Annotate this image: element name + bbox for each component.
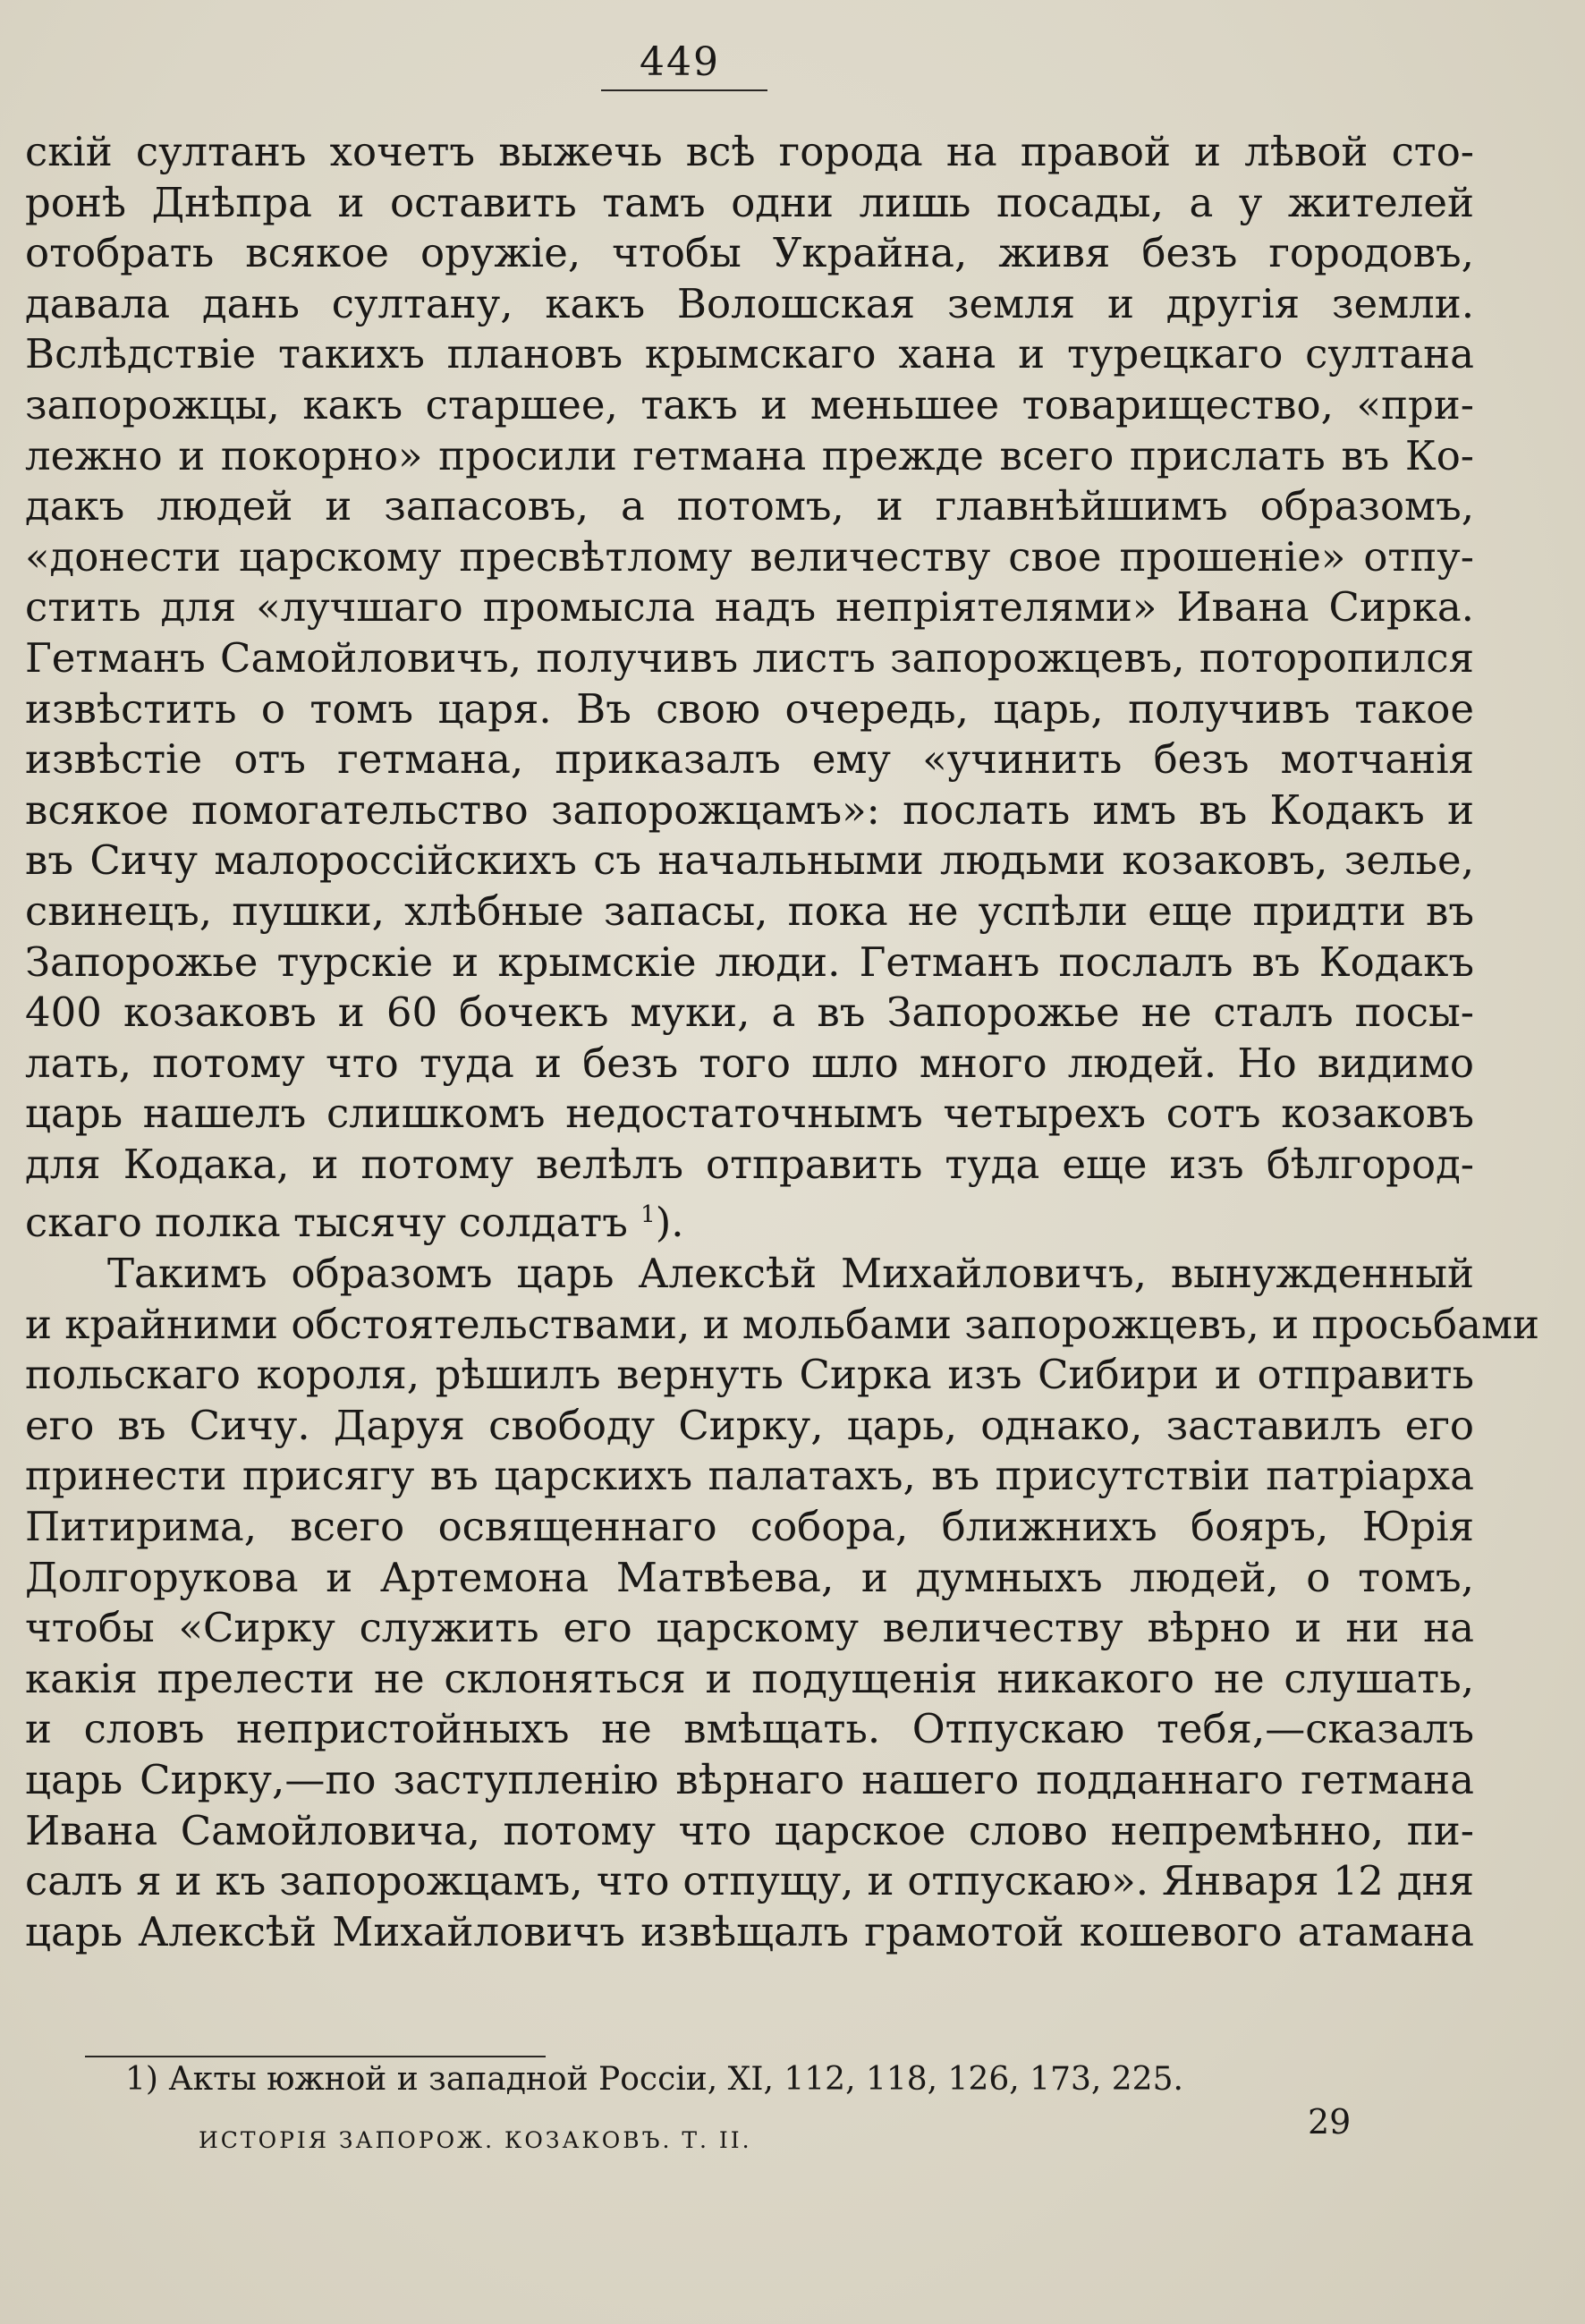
- text-line: для Кодака, и потому велѣлъ отправить туда еще изъ бѣлгород-: [25, 1140, 1474, 1188]
- paragraph-1-last-line: [25, 1190, 1474, 1249]
- footnote-marker: 1): [125, 2061, 158, 2098]
- footnote: [125, 2057, 1183, 2102]
- paragraph-1-end: ).: [655, 1199, 684, 1247]
- text-line: извѣстіе отъ гетмана, приказалъ ему «учинить безъ мотчанія: [25, 735, 1474, 784]
- printer-signature: ИСТОРІЯ ЗАПОРОЖ. КОЗАКОВЪ. Т. II.: [199, 2127, 752, 2153]
- footnote-reference: 1: [640, 1201, 656, 1229]
- header-rule: [601, 89, 767, 91]
- text-line: чтобы «Сирку служить его царскому величеству вѣрно и ни на: [25, 1604, 1474, 1652]
- paragraph-2: [25, 1249, 1539, 1957]
- text-line: отобрать всякое оружіе, чтобы Украйна, живя безъ городовъ,: [25, 229, 1474, 277]
- text-line: царь нашелъ слишкомъ недостаточнымъ четырехъ сотъ козаковъ: [25, 1090, 1474, 1138]
- text-line: 400 козаковъ и 60 бочекъ муки, а въ Запорожье не сталъ посы-: [25, 988, 1474, 1037]
- text-line: Вслѣдствіе такихъ плановъ крымскаго хана и турецкаго султана: [25, 330, 1474, 378]
- text-line: и крайними обстоятельствами, и мольбами запорожцевъ, и просьбами: [25, 1300, 1539, 1348]
- text-line: Запорожье турскіе и крымскіе люди. Гетманъ послалъ въ Кодакъ: [25, 937, 1474, 986]
- text-line: всякое помогательство запорожцамъ»: послать имъ въ Кодакъ и: [25, 785, 1474, 834]
- text-line: давала дань султану, какъ Волошская земля и другія земли.: [25, 279, 1474, 327]
- text-line: дакъ людей и запасовъ, а потомъ, и главнѣйшимъ образомъ,: [25, 482, 1474, 530]
- text-line: Долгорукова и Артемона Матвѣева, и думныхъ людей, о томъ,: [25, 1553, 1474, 1601]
- text-line: польскаго короля, рѣшилъ вернуть Сирка изъ Сибири и отправить: [25, 1351, 1474, 1399]
- text-line: свинецъ, пушки, хлѣбные запасы, пока не успѣли еще придти въ: [25, 886, 1474, 935]
- text-line: въ Сичу малороссійскихъ съ начальными людьми козаковъ, зелье,: [25, 836, 1474, 885]
- text-line: Гетманъ Самойловичъ, получивъ листъ запорожцевъ, поторопился: [25, 633, 1474, 682]
- text-line: и словъ непристойныхъ не вмѣщать. Отпускаю тебя,—сказалъ: [25, 1705, 1474, 1753]
- text-line: запорожцы, какъ старшее, такъ и меньшее товарищество, «при-: [25, 380, 1474, 428]
- body-text: [25, 127, 1539, 1957]
- text-line: «донести царскому пресвѣтлому величеству свое прошеніе» отпу-: [25, 532, 1474, 581]
- text-line: стить для «лучшаго промысла надъ непріятелями» Ивана Сирка.: [25, 583, 1474, 632]
- text-line: его въ Сичу. Даруя свободу Сирку, царь, однако, заставилъ его: [25, 1401, 1474, 1449]
- text-line: принести присягу въ царскихъ палатахъ, въ присутствіи патріарха: [25, 1452, 1474, 1500]
- text-line: лежно и покорно» просили гетмана прежде всего прислать въ Ко-: [25, 431, 1474, 479]
- text-line: лать, потому что туда и безъ того шло много людей. Но видимо: [25, 1039, 1474, 1087]
- page-number: 449: [640, 39, 720, 85]
- paragraph-1-last-text: скаго полка тысячу солдатъ: [25, 1199, 628, 1247]
- text-line: скій султанъ хочетъ выжечь всѣ города на правой и лѣвой сто-: [25, 128, 1474, 175]
- text-line: ронѣ Днѣпра и оставить тамъ одни лишь посады, а у жителей: [25, 178, 1474, 226]
- text-line: салъ я и къ запорожцамъ, что отпущу, и отпускаю». Января 12 дня: [25, 1857, 1474, 1905]
- text-line: извѣстить о томъ царя. Въ свою очередь, царь, получивъ такое: [25, 684, 1474, 733]
- footnote-text: Акты южной и западной Россіи, XI, 112, 118, 126, 173, 225.: [168, 2061, 1183, 2098]
- text-line: царь Сирку,—по заступленію вѣрнаго нашего подданнаго гетмана: [25, 1756, 1474, 1803]
- text-line: Питирима, всего освященнаго собора, ближнихъ бояръ, Юрія: [25, 1503, 1474, 1551]
- paragraph-1: [25, 127, 1474, 1190]
- text-line: Ивана Самойловича, потому что царское слово непремѣнно, пи-: [25, 1806, 1474, 1854]
- text-line: Такимъ образомъ царь Алексѣй Михайловичъ, вынужденный: [107, 1250, 1474, 1298]
- sheet-number: 29: [1308, 2102, 1352, 2142]
- text-line: царь Алексѣй Михайловичъ извѣщалъ грамотой кошевого атамана: [25, 1907, 1474, 1955]
- text-line: какія прелести не склоняться и подущенія никакого не слушать,: [25, 1654, 1474, 1702]
